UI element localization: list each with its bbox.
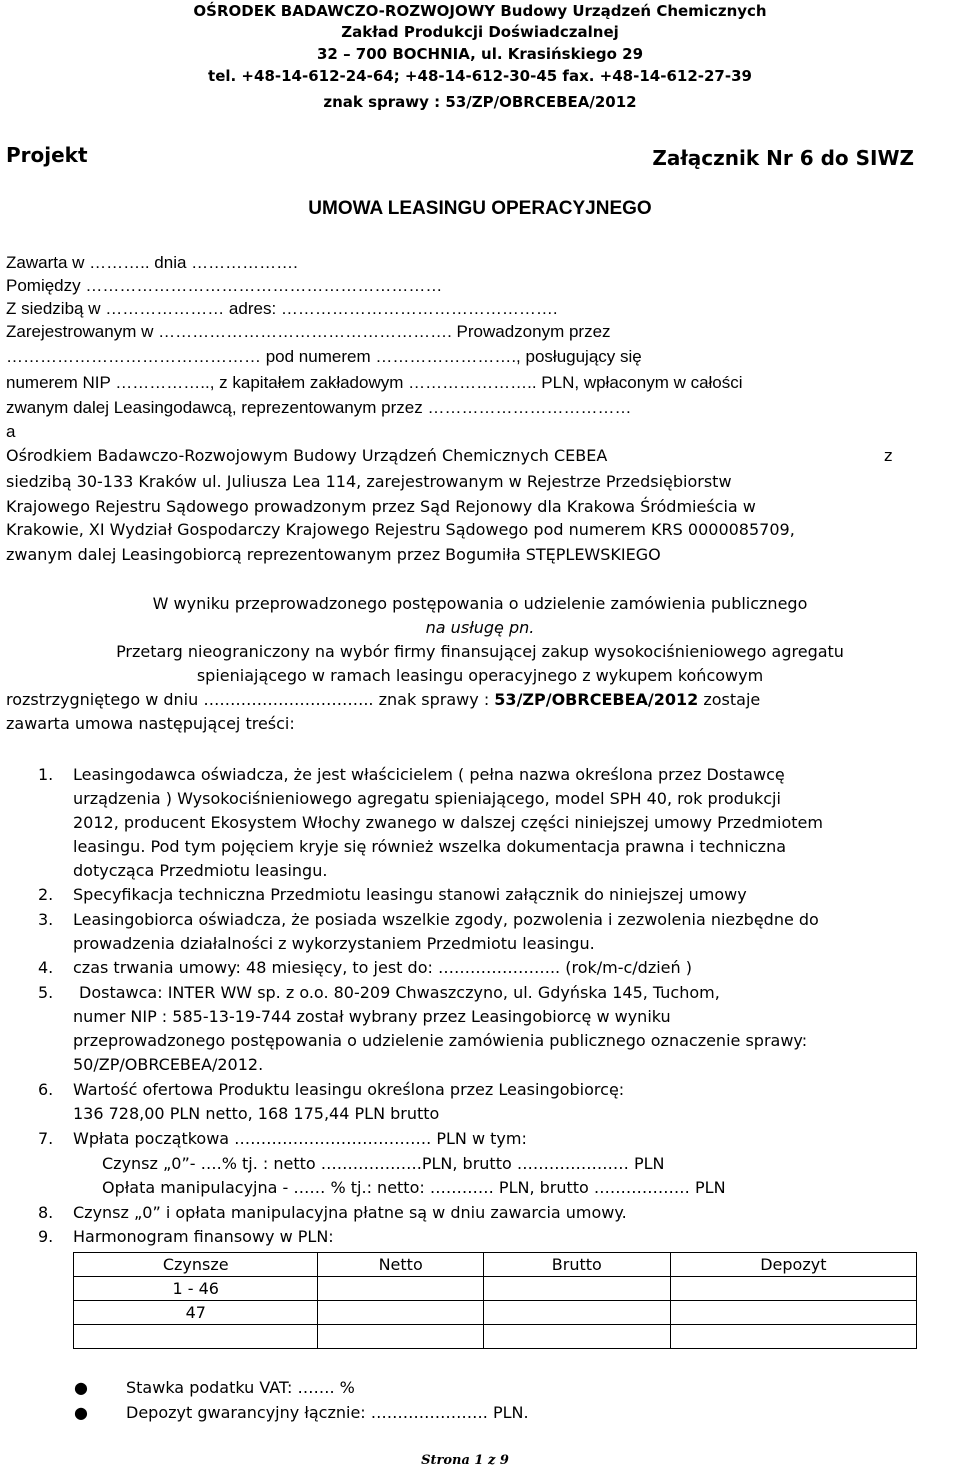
parties-line: z (884, 446, 893, 465)
item-text: dotycząca Przedmiotu leasingu. (73, 861, 328, 880)
header-line-4: tel. +48-14-612-24-64; +48-14-612-30-45 fax. +48-14-612-27-39 (208, 67, 752, 85)
table-cell (483, 1301, 670, 1325)
item-text: urządzenia ) Wysokociśnieniowego agregatu spieniającego, model SPH 40, rok produkcji (73, 789, 781, 808)
projekt-label: Projekt (6, 143, 88, 167)
item-text: Harmonogram finansowy w PLN: (73, 1227, 334, 1246)
case-number: znak sprawy : 53/ZP/OBRCEBEA/2012 (323, 93, 637, 111)
table-cell: 1 - 46 (74, 1277, 318, 1301)
parties-line: Ośrodkiem Badawczo-Rozwojowym Budowy Urządzeń Chemicznych CEBEA (6, 446, 608, 465)
item-number: 9. (38, 1227, 54, 1246)
item-text: numer NIP : 585-13-19-744 został wybrany przez Leasingobiorcę w wyniku (73, 1007, 671, 1026)
item-text: Dostawca: INTER WW sp. z o.o. 80-209 Chwaszczyno, ul. Gdyńska 145, Tuchom, (79, 983, 720, 1002)
item-text: Specyfikacja techniczna Przedmiotu leasingu stanowi załącznik do niniejszej umowy (73, 885, 747, 904)
parties-line: siedzibą 30-133 Kraków ul. Juliusza Lea 114, zarejestrowanym w Rejestrze Przedsiębiorstw (6, 472, 732, 491)
item-text: prowadzenia działalności z wykorzystaniem Przedmiotu leasingu. (73, 934, 595, 953)
table-cell (318, 1325, 483, 1349)
table-row (74, 1301, 917, 1325)
parties-line: Zawarta w ……….. dnia ………………. (6, 253, 298, 272)
parties-line: numerem NIP …………….., z kapitałem zakładowym ………………….. PLN, wpłaconym w całości (6, 373, 743, 392)
bullet-icon: ● (74, 1378, 88, 1397)
item-text: 50/ZP/OBRCEBEA/2012. (73, 1055, 264, 1074)
item-text: Czynsz „0”- ….% tj. : netto ……………….PLN, brutto ………………… PLN (102, 1154, 665, 1173)
item-text: przeprowadzonego postępowania o udzielenie zamówienia publicznego oznaczenie sprawy: (73, 1031, 808, 1050)
table-row (74, 1325, 917, 1349)
table-cell (483, 1325, 670, 1349)
column-header: Netto (318, 1253, 483, 1277)
intro-line: zawarta umowa następującej treści: (6, 714, 295, 733)
item-text: Opłata manipulacyjna - …… % tj.: netto: ………… PLN, brutto ……………… PLN (102, 1178, 726, 1197)
intro-line: rozstrzygniętego w dniu ………………………….. znak sprawy : 53/ZP/OBRCEBEA/2012 zostaje (6, 690, 761, 709)
item-number: 4. (38, 958, 54, 977)
parties-line: Krajowego Rejestru Sądowego prowadzonym przez Sąd Rejonowy dla Krakowa Śródmieścia w (6, 497, 756, 516)
table-cell: 47 (74, 1301, 318, 1325)
item-text: Wartość ofertowa Produktu leasingu określona przez Leasingobiorcę: (73, 1080, 625, 1099)
item-number: 8. (38, 1203, 54, 1222)
deposit-line: Depozyt gwarancyjny łącznie: …………………. PLN. (126, 1403, 529, 1422)
item-text: Wpłata początkowa ………………………………. PLN w tym: (73, 1129, 527, 1148)
intro-line: na usługę pn. (425, 618, 535, 637)
parties-line: ……………………………………… pod numerem ……………………., posługujący się (6, 347, 642, 366)
column-header: Czynsze (74, 1253, 318, 1277)
document-title: UMOWA LEASINGU OPERACYJNEGO (308, 198, 652, 219)
column-header: Depozyt (670, 1253, 916, 1277)
table-row (74, 1277, 917, 1301)
table-cell (74, 1325, 318, 1349)
item-text: czas trwania umowy: 48 miesięcy, to jest do: ………………….. (rok/m-c/dzień ) (73, 958, 692, 977)
header-line-1: OŚRODEK BADAWCZO-ROZWOJOWY Budowy Urządzeń Chemicznych (193, 2, 767, 20)
table-cell (483, 1277, 670, 1301)
page-footer: Strona 1 z 9 (421, 1453, 509, 1468)
item-number: 6. (38, 1080, 54, 1099)
column-header: Brutto (483, 1253, 670, 1277)
header-line-3: 32 – 700 BOCHNIA, ul. Krasińskiego 29 (316, 45, 644, 63)
parties-line: Krakowie, XI Wydział Gospodarczy Krajowego Rejestru Sądowego pod numerem KRS 0000085709, (6, 520, 795, 539)
item-number: 7. (38, 1129, 54, 1148)
vat-rate-line: Stawka podatku VAT: ……. % (126, 1378, 355, 1397)
parties-line: zwanym dalej Leasingobiorcą reprezentowanym przez Bogumiła STĘPLEWSKIEGO (6, 545, 661, 564)
item-text: Leasingobiorca oświadcza, że posiada wszelkie zgody, pozwolenia i zezwolenia niezbędne do (73, 910, 819, 929)
attachment-label: Załącznik Nr 6 do SIWZ (652, 146, 914, 170)
intro-line: spieniającego w ramach leasingu operacyjnego z wykupem końcowym (196, 666, 764, 685)
parties-line: a (6, 422, 16, 441)
intro-line: Przetarg nieograniczony na wybór firmy finansującej zakup wysokociśnieniowego agregatu (116, 642, 844, 661)
item-number: 5. (38, 983, 54, 1002)
item-text: 136 728,00 PLN netto, 168 175,44 PLN brutto (73, 1104, 440, 1123)
parties-line: Pomiędzy ……………………………………………………… (6, 276, 443, 295)
table-cell (318, 1301, 483, 1325)
parties-line: Zarejestrowanym w ……………………………………………. Prowadzonym przez (6, 322, 611, 341)
item-number: 3. (38, 910, 54, 929)
table-header-row (74, 1253, 917, 1277)
item-text: Czynsz „0” i opłata manipulacyjna płatne są w dniu zawarcia umowy. (73, 1203, 627, 1222)
parties-line: Z siedzibą w ………………… adres: …………………………………………. (6, 299, 558, 318)
header-line-2: Zakład Produkcji Doświadczalnej (341, 23, 619, 41)
parties-line: zwanym dalej Leasingodawcą, reprezentowanym przez ……………………………… (6, 398, 632, 417)
intro-line: W wyniku przeprowadzonego postępowania o udzielenie zamówienia publicznego (152, 594, 808, 613)
item-number: 2. (38, 885, 54, 904)
bullet-icon: ● (74, 1403, 88, 1422)
case-number-bold: 53/ZP/OBRCEBEA/2012 (494, 690, 699, 709)
table-cell (670, 1301, 916, 1325)
item-text: 2012, producent Ekosystem Włochy zwanego w dalszej części niniejszej umowy Przedmiotem (73, 813, 823, 832)
table-cell (670, 1325, 916, 1349)
item-number: 1. (38, 765, 54, 784)
item-text: leasingu. Pod tym pojęciem kryje się również wszelka dokumentacja prawna i techniczna (73, 837, 787, 856)
item-text: Leasingodawca oświadcza, że jest właścicielem ( pełna nazwa określona przez Dostawcę (73, 765, 785, 784)
table-cell (318, 1277, 483, 1301)
finance-schedule-table (73, 1252, 917, 1349)
table-cell (670, 1277, 916, 1301)
